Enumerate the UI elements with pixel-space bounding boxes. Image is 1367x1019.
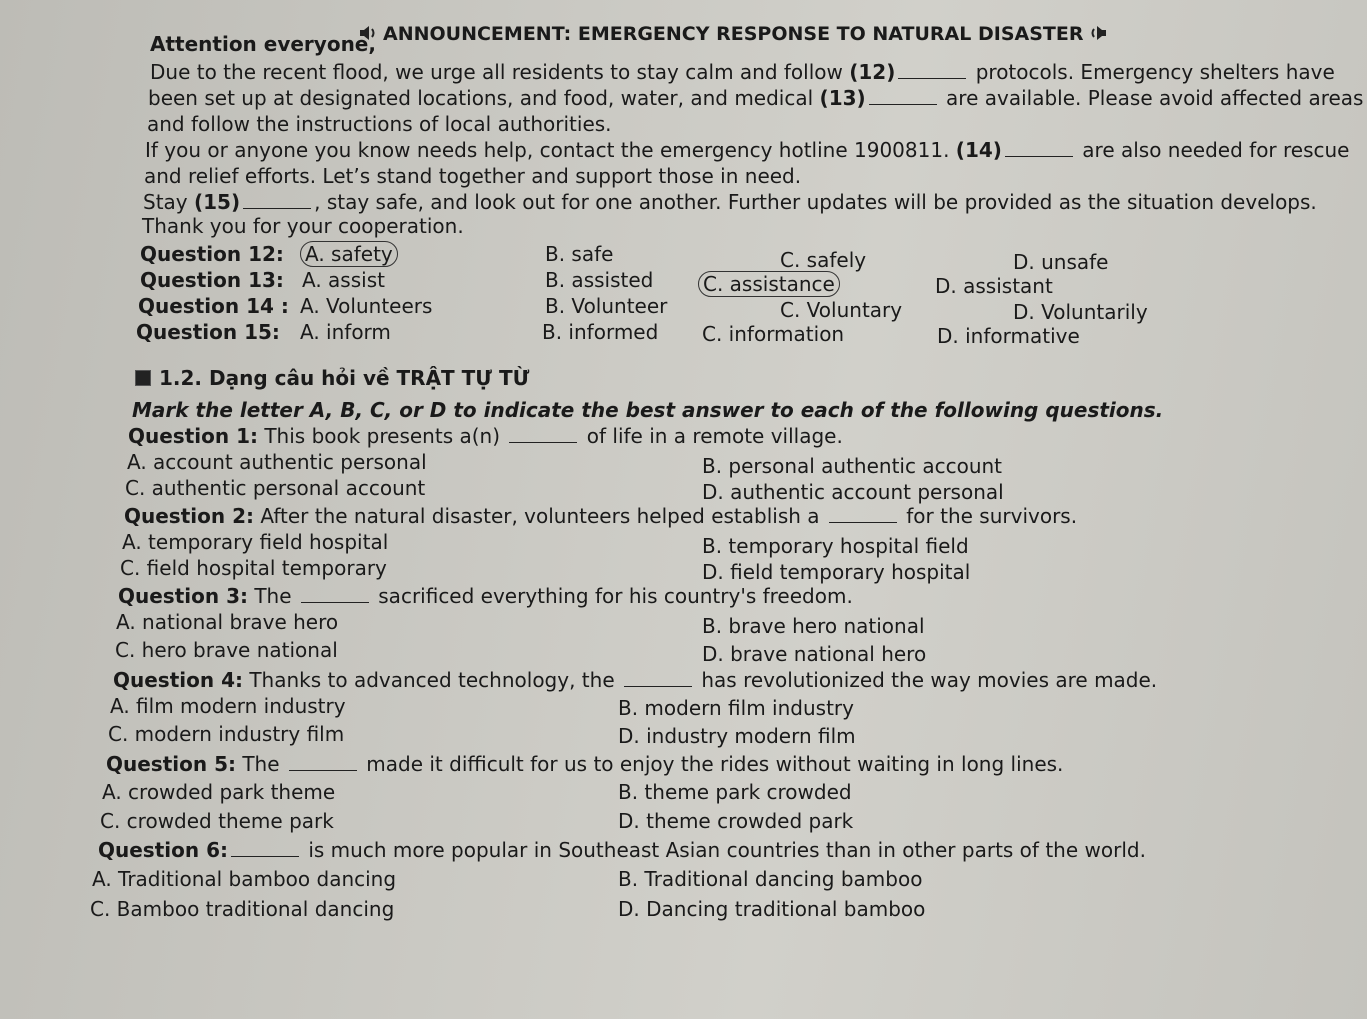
option-c[interactable]: C. modern industry film bbox=[108, 722, 345, 746]
answer-blank bbox=[289, 756, 357, 771]
announcement-greeting: Attention everyone, bbox=[150, 32, 376, 56]
announcement-line: and follow the instructions of local authorities. bbox=[147, 112, 612, 136]
option-c[interactable]: C. authentic personal account bbox=[125, 476, 426, 500]
announcement-line: Stay (15) , stay safe, and look out for one another. Further updates will be provided as the situation develops. bbox=[143, 190, 1317, 214]
answer-blank bbox=[509, 428, 577, 443]
section-instruction: Mark the letter A, B, C, or D to indicate the best answer to each of the following questions. bbox=[132, 398, 1164, 422]
option-a[interactable]: A. inform bbox=[300, 320, 391, 344]
option-c[interactable]: C. Voluntary bbox=[780, 298, 903, 322]
announcement-line: been set up at designated locations, and food, water, and medical (13) are available. Please avoid affected areas bbox=[148, 86, 1364, 110]
option-a[interactable]: A. account authentic personal bbox=[127, 450, 427, 474]
option-c[interactable]: C. Bamboo traditional dancing bbox=[90, 897, 395, 921]
announcement-title: ANNOUNCEMENT: EMERGENCY RESPONSE TO NATURAL DISASTER bbox=[383, 23, 1084, 45]
option-a[interactable]: A. crowded park theme bbox=[102, 780, 336, 804]
option-a[interactable]: A. film modern industry bbox=[110, 694, 346, 718]
answer-blank bbox=[624, 672, 692, 687]
question-stem: Question 3: The sacrificed everything for his country's freedom. bbox=[118, 584, 853, 608]
option-c[interactable]: C. hero brave national bbox=[115, 638, 338, 662]
option-b[interactable]: B. assisted bbox=[545, 268, 654, 292]
option-d[interactable]: D. authentic account personal bbox=[702, 480, 1004, 504]
option-a[interactable]: A. safety bbox=[300, 242, 398, 266]
option-a[interactable]: A. temporary field hospital bbox=[122, 530, 389, 554]
question-stem: Question 6: is much more popular in Southeast Asian countries than in other parts of the world. bbox=[98, 838, 1146, 862]
option-b[interactable]: B. theme park crowded bbox=[618, 780, 852, 804]
answer-blank bbox=[1005, 142, 1073, 157]
answer-blank bbox=[898, 64, 966, 79]
question-stem: Question 5: The made it difficult for us to enjoy the rides without waiting in long lines. bbox=[106, 752, 1064, 776]
option-d[interactable]: D. informative bbox=[937, 324, 1080, 348]
option-a[interactable]: A. assist bbox=[302, 268, 385, 292]
square-bullet-icon bbox=[135, 370, 151, 386]
announcement-line: If you or anyone you know needs help, contact the emergency hotline 1900811. (14) are also needed for rescue bbox=[145, 138, 1350, 162]
option-c[interactable]: C. safely bbox=[780, 248, 867, 272]
answer-blank bbox=[829, 508, 897, 523]
answer-blank bbox=[301, 588, 369, 603]
question-label: Question 13: bbox=[140, 268, 284, 292]
question-label: Question 15: bbox=[136, 320, 280, 344]
option-a[interactable]: A. national brave hero bbox=[116, 610, 339, 634]
question-label: Question 12: bbox=[140, 242, 284, 266]
option-b[interactable]: B. personal authentic account bbox=[702, 454, 1003, 478]
option-d[interactable]: D. theme crowded park bbox=[618, 809, 854, 833]
option-c[interactable]: C. information bbox=[702, 322, 845, 346]
option-c[interactable]: C. assistance bbox=[698, 272, 840, 296]
option-d[interactable]: D. Dancing traditional bamboo bbox=[618, 897, 926, 921]
announcement-line: and relief efforts. Let’s stand together and support those in need. bbox=[144, 164, 802, 188]
option-a[interactable]: A. Volunteers bbox=[300, 294, 433, 318]
option-d[interactable]: D. field temporary hospital bbox=[702, 560, 971, 584]
answer-blank bbox=[231, 842, 299, 857]
option-b[interactable]: B. safe bbox=[545, 242, 614, 266]
question-stem: Question 1: This book presents a(n) of life in a remote village. bbox=[128, 424, 843, 448]
announcement-line: Due to the recent flood, we urge all residents to stay calm and follow (12) protocols. Emergency shelters have bbox=[150, 60, 1335, 84]
option-d[interactable]: D. assistant bbox=[935, 274, 1053, 298]
option-d[interactable]: D. Voluntarily bbox=[1013, 300, 1148, 324]
question-stem: Question 2: After the natural disaster, volunteers helped establish a for the survivors. bbox=[124, 504, 1078, 528]
option-b[interactable]: B. temporary hospital field bbox=[702, 534, 969, 558]
option-a[interactable]: A. Traditional bamboo dancing bbox=[92, 867, 397, 891]
option-b[interactable]: B. modern film industry bbox=[618, 696, 854, 720]
answer-blank bbox=[243, 194, 311, 209]
question-stem: Question 4: Thanks to advanced technology, the has revolutionized the way movies are made. bbox=[113, 668, 1158, 692]
option-b[interactable]: B. brave hero national bbox=[702, 614, 925, 638]
option-d[interactable]: D. brave national hero bbox=[702, 642, 927, 666]
speaker-icon bbox=[1087, 23, 1107, 47]
option-d[interactable]: D. industry modern film bbox=[618, 724, 856, 748]
answer-blank bbox=[869, 90, 937, 105]
question-label: Question 14 : bbox=[138, 294, 289, 318]
option-b[interactable]: B. Traditional dancing bamboo bbox=[618, 867, 923, 891]
announcement-title-row bbox=[355, 22, 1111, 47]
section-heading: 1.2. Dạng câu hỏi về TRẬT TỰ TỪ bbox=[135, 366, 529, 390]
option-c[interactable]: C. crowded theme park bbox=[100, 809, 334, 833]
option-b[interactable]: B. informed bbox=[542, 320, 659, 344]
announcement-line: Thank you for your cooperation. bbox=[142, 214, 464, 238]
option-d[interactable]: D. unsafe bbox=[1013, 250, 1109, 274]
option-c[interactable]: C. field hospital temporary bbox=[120, 556, 387, 580]
option-b[interactable]: B. Volunteer bbox=[545, 294, 668, 318]
